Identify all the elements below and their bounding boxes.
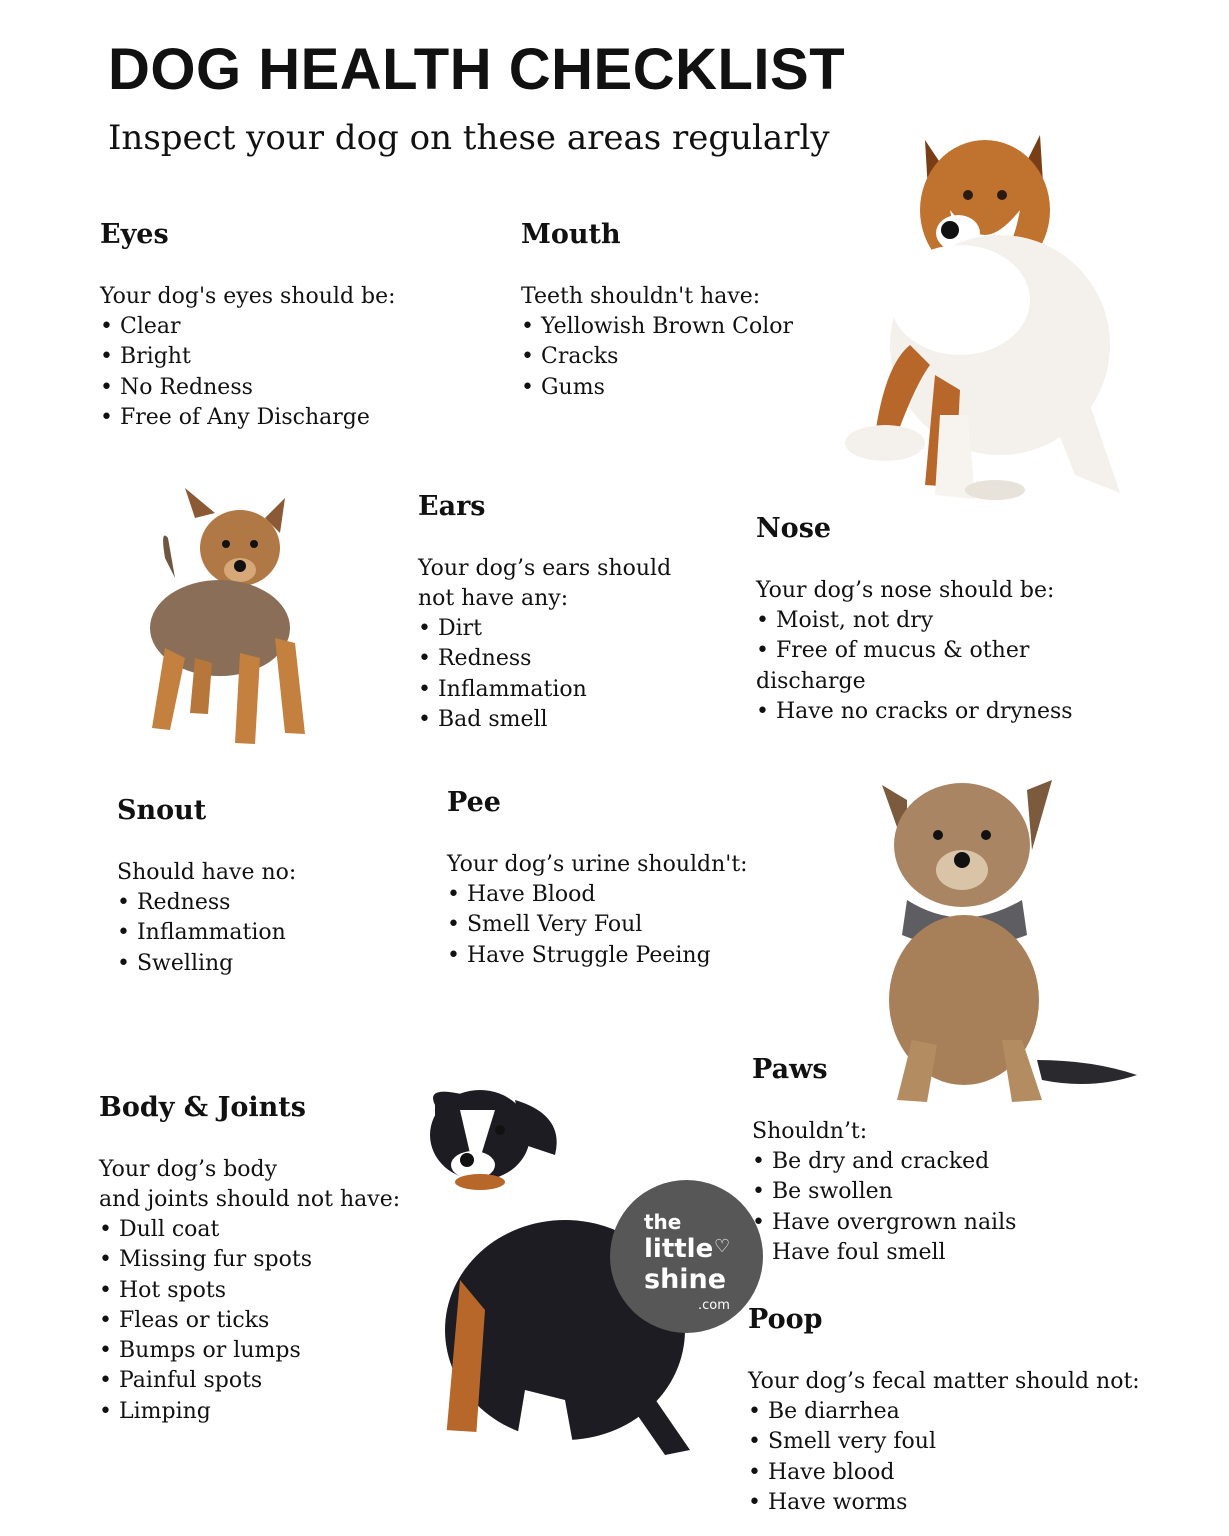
logo-line-4: .com	[698, 1298, 730, 1313]
list-item: • Redness	[418, 644, 718, 674]
list-item: • Have Blood	[447, 880, 787, 910]
list-item: • Dirt	[418, 614, 718, 644]
nose-list-continued	[756, 697, 1096, 727]
list-item: • Missing fur spots	[99, 1245, 429, 1275]
eyes-intro: Your dog's eyes should be:	[100, 284, 396, 309]
body-joints-heading: Body & Joints	[99, 1092, 306, 1123]
ears-intro-line-1: Your dog’s ears should	[418, 556, 672, 581]
list-item: • Limping	[99, 1397, 429, 1427]
nose-list	[756, 606, 1096, 667]
dog-photo-sable	[790, 115, 1170, 510]
list-item: • Yellowish Brown Color	[521, 312, 821, 342]
pee-list	[447, 880, 787, 971]
ears-list	[418, 614, 718, 735]
list-item: • Have overgrown nails	[752, 1208, 1052, 1238]
list-item: • Be diarrhea	[748, 1397, 1168, 1427]
list-item: • Have no cracks or dryness	[756, 697, 1096, 727]
dog-photo-terrier	[90, 478, 340, 758]
paws-intro: Shouldn’t:	[752, 1119, 868, 1144]
list-item: • Have worms	[748, 1488, 1168, 1518]
list-item: • Painful spots	[99, 1366, 429, 1396]
list-item: • Free of Any Discharge	[100, 403, 480, 433]
list-item: • Swelling	[117, 949, 417, 979]
mouth-list	[521, 312, 821, 403]
pee-intro: Your dog’s urine shouldn't:	[447, 852, 748, 877]
page-subtitle: Inspect your dog on these areas regularly	[108, 118, 830, 158]
list-item: • Smell Very Foul	[447, 910, 787, 940]
page-title: DOG HEALTH CHECKLIST	[108, 37, 846, 102]
poop-intro: Your dog’s fecal matter should not:	[748, 1369, 1140, 1394]
list-item: • Inflammation	[117, 918, 417, 948]
paws-heading: Paws	[752, 1054, 828, 1085]
list-item: • Have Struggle Peeing	[447, 941, 787, 971]
list-item: • Dull coat	[99, 1215, 429, 1245]
list-item: • Inflammation	[418, 675, 718, 705]
logo-line-3: shine	[644, 1264, 727, 1295]
paws-section	[752, 1055, 1052, 1268]
logo-line-1: the	[644, 1210, 682, 1234]
list-item: • Smell very foul	[748, 1427, 1168, 1457]
mouth-section	[521, 220, 821, 403]
list-item: • Have blood	[748, 1458, 1168, 1488]
list-item: • Redness	[117, 888, 417, 918]
list-item: • Free of mucus & other	[756, 636, 1096, 666]
body-joints-section	[99, 1093, 429, 1427]
ears-intro-line-2: not have any:	[418, 586, 569, 611]
nose-heading: Nose	[756, 513, 832, 544]
body-joints-list	[99, 1215, 429, 1427]
list-item: • Be swollen	[752, 1177, 1052, 1207]
list-item: • Fleas or ticks	[99, 1306, 429, 1336]
snout-heading: Snout	[117, 795, 207, 826]
nose-section	[756, 514, 1096, 727]
list-item: • No Redness	[100, 373, 480, 403]
list-item: • Have foul smell	[752, 1238, 1052, 1268]
list-item: • Bumps or lumps	[99, 1336, 429, 1366]
list-item: • Bright	[100, 342, 480, 372]
mouth-heading: Mouth	[521, 219, 621, 250]
list-item: • Gums	[521, 373, 821, 403]
body-joints-intro-line-1: Your dog’s body	[99, 1157, 278, 1182]
pee-heading: Pee	[447, 787, 501, 818]
eyes-section	[100, 220, 480, 433]
logo-line-2: little	[644, 1234, 714, 1264]
pee-section	[447, 788, 787, 971]
heart-icon: ♡	[714, 1236, 731, 1257]
nose-item-continuation: discharge	[756, 668, 866, 694]
list-item: • Cracks	[521, 342, 821, 372]
ears-section	[418, 492, 718, 735]
paws-list	[752, 1147, 1052, 1268]
the-little-shine-logo	[610, 1180, 763, 1333]
nose-intro: Your dog’s nose should be:	[756, 578, 1055, 603]
snout-list	[117, 888, 417, 979]
list-item: • Be dry and cracked	[752, 1147, 1052, 1177]
list-item: • Hot spots	[99, 1276, 429, 1306]
list-item: • Moist, not dry	[756, 606, 1096, 636]
ears-heading: Ears	[418, 491, 486, 522]
poop-list	[748, 1397, 1168, 1518]
list-item: • Clear	[100, 312, 480, 342]
poop-section	[748, 1305, 1168, 1518]
list-item: • Bad smell	[418, 705, 718, 735]
mouth-intro: Teeth shouldn't have:	[521, 284, 761, 309]
eyes-list	[100, 312, 480, 433]
snout-intro: Should have no:	[117, 860, 297, 885]
body-joints-intro-line-2: and joints should not have:	[99, 1187, 401, 1212]
poop-heading: Poop	[748, 1304, 823, 1335]
snout-section	[117, 796, 417, 979]
eyes-heading: Eyes	[100, 219, 169, 250]
